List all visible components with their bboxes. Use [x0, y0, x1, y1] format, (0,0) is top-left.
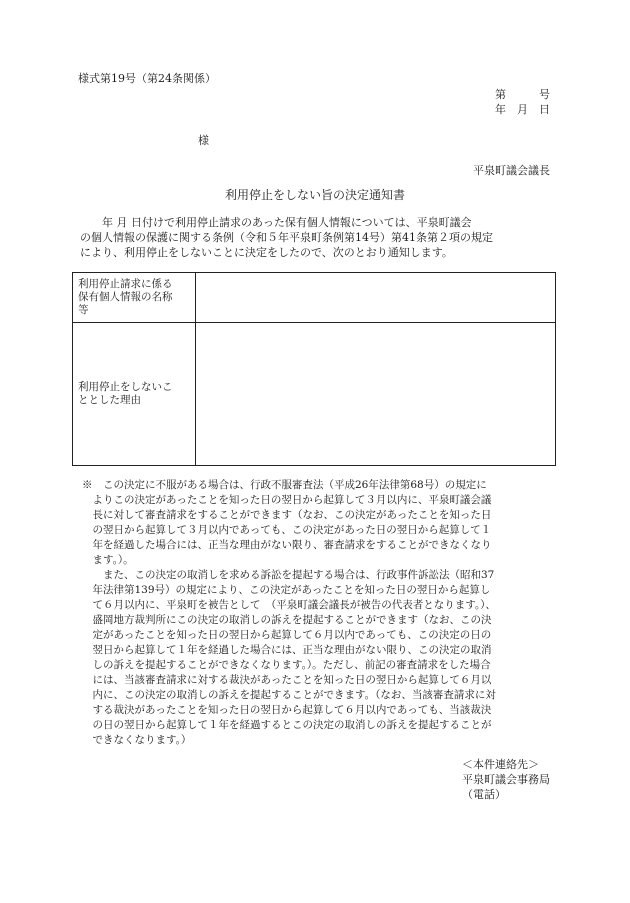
table-row [73, 323, 556, 466]
contact-heading: ＜本件連絡先＞ [462, 758, 539, 771]
document-number: 第 号 [495, 88, 550, 101]
note-line: 翌日から起算して１年を経過した場合には、正当な理由がない限り、この決定の取消 [82, 644, 492, 656]
body-line: の個人情報の保護に関する条例（令和５年平泉町条例第14号）第41条第２項の規定 [80, 231, 493, 244]
addressee: 様 [198, 134, 209, 147]
note-line: 盛岡地方裁判所にこの決定の取消しの訴えを提起することができます（なお、この決 [82, 614, 492, 626]
body-paragraph [80, 215, 550, 260]
info-table [72, 272, 556, 466]
note-line: の日の翌日から起算して１年を経過するとこの決定の取消しの訴えを提起することが [82, 719, 492, 731]
contact-office: 平泉町議会事務局 [462, 773, 550, 786]
note-line: 長に対して審査請求をすることができます（なお、この決定があったことを知った日 [82, 509, 492, 521]
note-line: ※ この決定に不服がある場合は、行政不服審査法（平成26年法律第68号）の規定に [82, 479, 487, 491]
note-line: できなくなります。） [82, 734, 192, 746]
note-line: には、当該審査請求に対する裁決があったことを知った日の翌日から起算して６月以 [82, 674, 492, 686]
body-line: により、利用停止をしないことに決定をしたので、次のとおり通知します。 [80, 246, 453, 259]
table-value [196, 273, 556, 323]
note-line: しの訴えを提起することができなくなります。）。ただし、前記の審査請求をした場合 [82, 659, 491, 671]
form-number: 様式第19号（第24条関係） [78, 72, 216, 85]
note-line: 年を経過した場合には、正当な理由がない限り、審査請求をすることができなくなり [82, 539, 492, 551]
table-value [196, 323, 556, 466]
body-line: 年 月 日付けで利用停止請求のあった保有個人情報については、平泉町議会 [80, 216, 472, 229]
note-line: よりこの決定があったことを知った日の翌日から起算して３月以内に、平泉町議会議 [82, 494, 492, 506]
contact-block [462, 757, 550, 802]
contact-phone: （電話） [462, 788, 506, 801]
note-line: 年法律第139号）の規定により、この決定があったことを知った日の翌日から起算し [82, 584, 491, 596]
sender: 平泉町議会議長 [473, 164, 550, 177]
note-line: ます。）。 [82, 554, 134, 566]
table-row [73, 273, 556, 323]
document-date: 年 月 日 [495, 103, 550, 116]
notes [82, 478, 562, 748]
note-line: する裁決があったことを知った日の翌日から起算して６月以内であっても、当該裁決 [82, 704, 492, 716]
document-title: 利用停止をしない旨の決定通知書 [224, 188, 405, 202]
table-label: 利用停止をしないこ ととした理由 [73, 323, 196, 466]
note-line: 内に、この決定の取消しの訴えを提起することができます。（なお、当該審査請求に対 [82, 689, 496, 701]
note-line: 定があったことを知った日の翌日から起算して６月以内であっても、この決定の日の [82, 629, 492, 641]
note-line: て６月以内に、平泉町を被告として （平泉町議会議長が被告の代表者となります。）、 [82, 599, 496, 611]
table-label: 利用停止請求に係る 保有個人情報の名称 等 [73, 273, 196, 323]
note-line: また、この決定の取消しを求める訴訟を提起する場合は、行政事件訴訟法（昭和37 [82, 569, 495, 581]
note-line: の翌日から起算して３月以内であっても、この決定があった日の翌日から起算して１ [82, 524, 492, 536]
